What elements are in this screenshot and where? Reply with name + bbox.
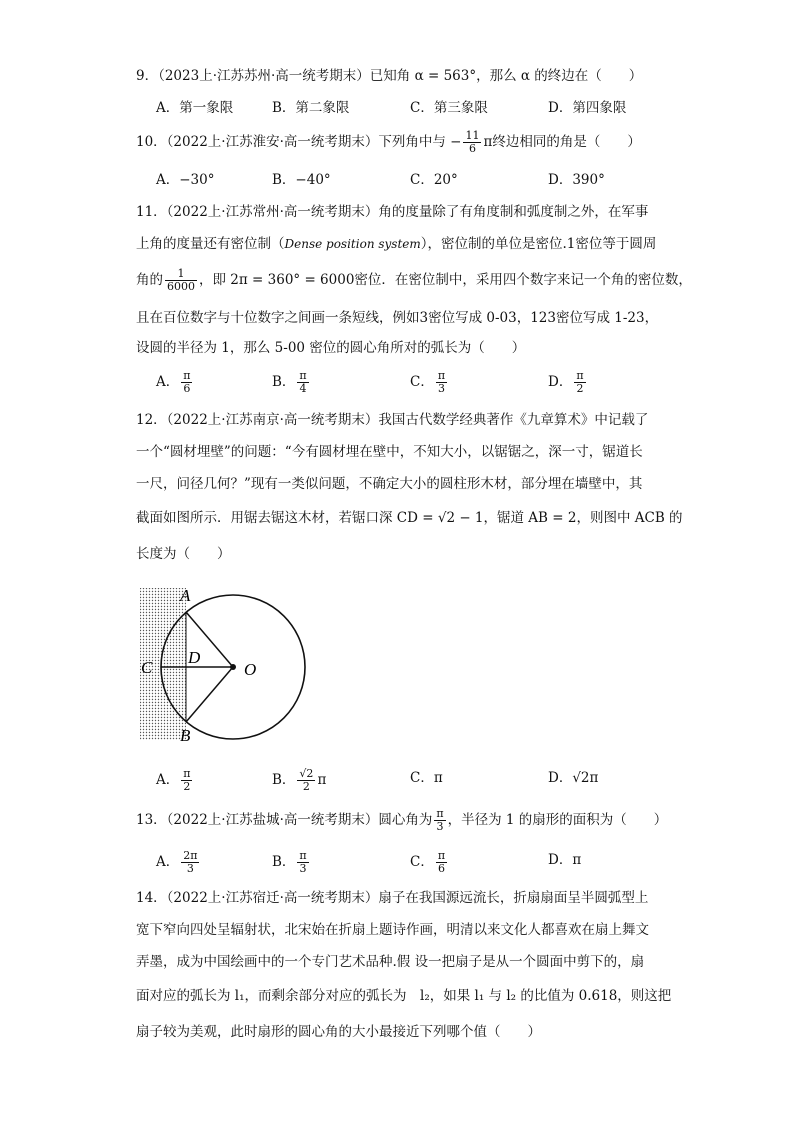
q13-option-a-den: 3 bbox=[186, 862, 194, 875]
center-point bbox=[230, 664, 236, 670]
q9-option-b: B．第二象限 bbox=[272, 100, 350, 116]
q11-option-a-label: A． bbox=[156, 374, 180, 390]
q12-option-b-pi: π bbox=[317, 772, 327, 788]
q11-option-c bbox=[410, 370, 449, 395]
q10-frac-num: 11 bbox=[465, 129, 480, 142]
q11-option-d bbox=[548, 370, 588, 395]
q13-option-c-num: π bbox=[437, 849, 446, 862]
q13-option-c-label: C． bbox=[410, 854, 434, 870]
q11-frac-den: 6000 bbox=[167, 280, 195, 293]
q11-line-2-post: ），密位制的单位是密位.1密位等于圆周 bbox=[420, 236, 657, 252]
q13-stem bbox=[136, 808, 667, 833]
q11-option-c-num: π bbox=[437, 369, 446, 382]
q11-option-a-den: 6 bbox=[183, 382, 191, 395]
q11-option-c-frac bbox=[436, 370, 447, 395]
q13-option-a-num: 2π bbox=[183, 849, 198, 862]
q11-line-2 bbox=[136, 234, 656, 254]
q11-option-a bbox=[156, 370, 194, 395]
q9-stem: 9．（2023上·江苏苏州·高一统考期末）已知角 α = 563°，那么 α 的终边在（ ） bbox=[136, 68, 643, 84]
label-d: D bbox=[188, 648, 201, 667]
q11-line-3-post: ，即 2π = 360° = 6000密位．在密位制中，采用四个数字来记一个角的密位数， bbox=[199, 272, 692, 288]
q13-frac-den: 3 bbox=[436, 820, 444, 833]
q11-option-c-den: 3 bbox=[437, 382, 445, 395]
q12-option-a-num: π bbox=[183, 767, 191, 780]
q12-option-c-label: C． bbox=[410, 770, 434, 786]
q13-option-a-frac bbox=[181, 850, 199, 875]
q13-option-a-label: A． bbox=[156, 854, 180, 870]
q11-option-b-frac bbox=[297, 370, 308, 395]
q12-option-d-value: √2π bbox=[572, 770, 599, 786]
q12-option-a-den: 2 bbox=[183, 780, 191, 793]
q12-option-d bbox=[548, 768, 598, 788]
q11-option-a-num: π bbox=[183, 369, 191, 382]
q12-option-b-label: B． bbox=[272, 772, 296, 788]
q11-option-b bbox=[272, 370, 311, 395]
q12-line-3: 一尺，问径几何？”现有一类似问题，不确定大小的圆柱形木材，部分埋在墙壁中，其 bbox=[136, 476, 643, 492]
q10-frac-den: 6 bbox=[468, 142, 476, 155]
label-o: O bbox=[244, 660, 257, 679]
q13-option-b-frac bbox=[297, 850, 308, 875]
q13-option-b-num: π bbox=[299, 849, 307, 862]
q13-option-c-den: 6 bbox=[437, 862, 445, 875]
q11-option-b-label: B． bbox=[272, 374, 296, 390]
q14-line-3: 弄墨，成为中国绘画中的一个专门艺术品种.假 设一把扇子是从一个圆面中剪下的，扇 bbox=[136, 954, 645, 970]
q9-option-c: C．第三象限 bbox=[410, 100, 488, 116]
q11-option-b-num: π bbox=[299, 369, 307, 382]
segment-ob bbox=[186, 667, 233, 722]
q13-option-d bbox=[548, 850, 581, 870]
q12-option-a bbox=[156, 768, 194, 793]
q11-option-d-num: π bbox=[576, 369, 584, 382]
label-b: B bbox=[180, 726, 191, 744]
q10-option-c: C．20° bbox=[410, 172, 458, 188]
q11-line-4: 且在百位数字与十位数字之间画一条短线，例如3密位写成 0-03，123密位写成 1-23， bbox=[136, 310, 659, 326]
q13-frac-num: π bbox=[436, 807, 444, 820]
q12-option-b-frac bbox=[297, 768, 315, 793]
q10-option-a: A．−30° bbox=[156, 172, 215, 188]
q9-option-d: D．第四象限 bbox=[548, 100, 627, 116]
label-a: A bbox=[180, 586, 191, 605]
q11-line-1: 11．（2022上·江苏常州·高一统考期末）角的度量除了有角度制和弧度制之外，在军事 bbox=[136, 204, 649, 220]
q10-option-d: D．390° bbox=[548, 172, 605, 188]
q13-stem-pre: 13．（2022上·江苏盐城·高一统考期末）圆心角为 bbox=[136, 812, 433, 828]
label-c: C bbox=[141, 658, 153, 677]
q11-option-d-label: D． bbox=[548, 374, 573, 390]
q11-option-a-frac bbox=[181, 370, 192, 395]
q12-option-b bbox=[272, 768, 326, 793]
q11-option-d-den: 2 bbox=[576, 382, 584, 395]
q11-option-d-frac bbox=[574, 370, 585, 395]
q12-option-b-num: √2 bbox=[299, 767, 314, 780]
q12-line-4: 截面如图所示．用锯去锯这木材，若锯口深 CD = √2 − 1，锯道 AB = 2，则图中 ACB 的 bbox=[136, 510, 683, 526]
q13-option-b-label: B． bbox=[272, 854, 296, 870]
q11-line-2-italic: Dense position system bbox=[284, 237, 421, 251]
q12-option-a-frac bbox=[181, 768, 192, 793]
q12-line-1: 12．（2022上·江苏南京·高一统考期末）我国古代数学经典著作《九章算术》中记载了 bbox=[136, 412, 649, 428]
q10-option-b: B．−40° bbox=[272, 172, 331, 188]
q10-fraction bbox=[463, 130, 481, 155]
q11-line-3-pre: 角的 bbox=[136, 272, 163, 288]
q12-line-5: 长度为（ ） bbox=[136, 546, 231, 562]
q14-line-5: 扇子较为美观，此时扇形的圆心角的大小最接近下列哪个值（ ） bbox=[136, 1024, 541, 1040]
q13-fraction bbox=[434, 808, 445, 833]
q13-option-c-frac bbox=[436, 850, 447, 875]
q13-option-c bbox=[410, 850, 449, 875]
q12-option-c-value: π bbox=[433, 770, 443, 786]
q12-option-b-den: 2 bbox=[302, 780, 310, 793]
q13-stem-post: ，半径为 1 的扇形的面积为（ ） bbox=[447, 812, 668, 828]
q11-line-5: 设圆的半径为 1，那么 5-00 密位的圆心角所对的弧长为（ ） bbox=[136, 340, 526, 356]
q13-option-b-den: 3 bbox=[299, 862, 307, 875]
q11-fraction bbox=[165, 268, 197, 293]
q12-option-c bbox=[410, 768, 443, 788]
q14-line-4: 面对应的弧长为 l₁，而剩余部分对应的弧长为 l₂，如果 l₁ 与 l₂ 的比值为 0.618，则这把 bbox=[136, 988, 672, 1004]
q13-option-d-label: D． bbox=[548, 852, 573, 868]
q11-frac-num: 1 bbox=[165, 268, 197, 281]
q9-option-a: A．第一象限 bbox=[156, 100, 234, 116]
q12-option-a-label: A． bbox=[156, 772, 180, 788]
q11-line-2-pre: 上角的度量还有密位制（ bbox=[136, 236, 285, 252]
q14-line-2: 宽下窄向四处呈辐射状，北宋始在折扇上题诗作画，明清以来文化人都喜欢在扇上舞文 bbox=[136, 922, 649, 938]
q13-option-d-value: π bbox=[572, 852, 582, 868]
q12-line-2: 一个“圆材埋壁”的问题：“今有圆材埋在壁中，不知大小，以锯锯之，深一寸，锯道长 bbox=[136, 444, 643, 460]
q10-stem-pre: 10．（2022上·江苏淮安·高一统考期末）下列角中与 − bbox=[136, 134, 462, 150]
q11-line-3 bbox=[136, 268, 692, 293]
q12-figure bbox=[136, 584, 316, 744]
q11-option-c-label: C． bbox=[410, 374, 434, 390]
q10-stem-post: π终边相同的角是（ ） bbox=[483, 134, 641, 150]
q13-option-a bbox=[156, 850, 201, 875]
q10-stem bbox=[136, 130, 641, 155]
q13-option-b bbox=[272, 850, 311, 875]
q11-option-b-den: 4 bbox=[299, 382, 307, 395]
q12-option-d-label: D． bbox=[548, 770, 573, 786]
q14-line-1: 14．（2022上·江苏宿迁·高一统考期末）扇子在我国源远流长，折扇扇面呈半圆弧型上 bbox=[136, 890, 649, 906]
